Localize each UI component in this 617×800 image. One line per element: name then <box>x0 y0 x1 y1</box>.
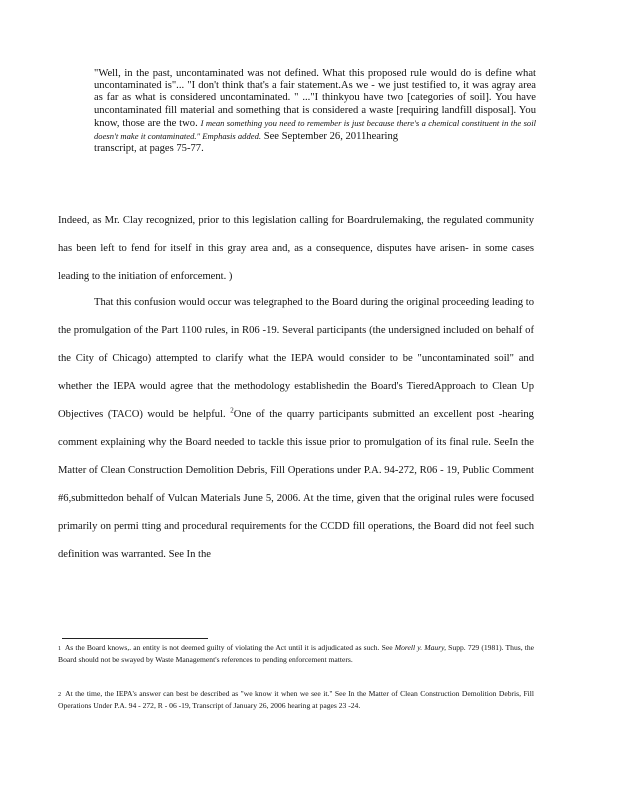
footnote-divider <box>62 638 208 639</box>
paragraph-1: Indeed, as Mr. Clay recognized, prior to this legislation calling for Boardrulemaking, the regulated community has been left to fend for itself in this gray area and, as a consequence, disputes have arisen- in some cases leading to the initiation of enforcement. ) <box>58 215 534 282</box>
paragraph-2-continued: One of the quarry participants submitted an excellent post -hearing comment explaining why the Board needed to tackle this issue prior to promulgation of its final rule. SeeIn the Matter of Clean Construction Demolition Debris, Fill Operations under P.A. 94-272, R06 - 19, Public Comment #6,submittedon behalf of Vulcan Materials June 5, 2006. At the time, given that the original rules were focused primarily on permi tting and procedural requirements for the CCDD fill operations, the Board did not feel such definition was warranted. See In the <box>58 409 534 560</box>
paragraph-2 <box>58 289 534 569</box>
quote-citation-continued: transcript, at pages 75-77. <box>94 143 204 155</box>
footnote-1-text-continued: Supp. 729 (1981). Thus, the Board should not be swayed by Waste Management's references to pending enforcement matters. <box>58 643 535 664</box>
footnote-2 <box>58 689 534 711</box>
footnote-1-case-name: Morell y. Maury, <box>394 643 447 652</box>
footnote-2-number: 2 <box>58 691 62 698</box>
quote-text: "Well, in the past, uncontaminated was not defined. What this proposed rule would do is define what uncontaminated is"... "I don't think that's a fair statement.As we - we just testified to, it was agray area as far as what is considered uncontaminated. " ..."I thinkyou have two [categories of soil]. You have uncontaminated fill material and something that is considered a waste [requiring landfill disposal]. You know, those are the two. <box>94 68 536 129</box>
footnote-2-text: At the time, the IEPA's answer can best be described as "we know it when we see it." See In the Matter of Clean Construction Demolition Debris, Fill Operations Under P.A. 94 - 272, R - 06 -19, Transcript of January 26, 2006 hearing at pages 23 -24. <box>58 689 534 710</box>
footnote-1 <box>58 643 534 665</box>
paragraph-2-text: That this confusion would occur was telegraphed to the Board during the original proceeding leading to the promulgation of the Part 1100 rules, in R06 -19. Several participants (the undersigned included on behalf of the City of Chicago) attempted to clarify what the IEPA would consider to be "uncontaminated soil" and whether the IEPA would agree that the methodology establishedin the Board's TieredApproach to Clean Up Objectives (TACO) would be helpful. <box>58 297 534 420</box>
quote-citation: See September 26, 2011hearing <box>263 131 399 143</box>
footnote-1-text: As the Board knows,. an entity is not deemed guilty of violating the Act until it is adjudicated as such. See <box>64 643 393 652</box>
footnote-1-number: 1 <box>58 645 62 652</box>
quote-emphasis: I mean something you need to remember is just because there's a chemical constituent in the soil doesn't make it contaminated." Emphasis added. <box>94 117 537 142</box>
footnote-ref-2: 2 <box>230 406 234 415</box>
block-quote <box>94 68 536 155</box>
